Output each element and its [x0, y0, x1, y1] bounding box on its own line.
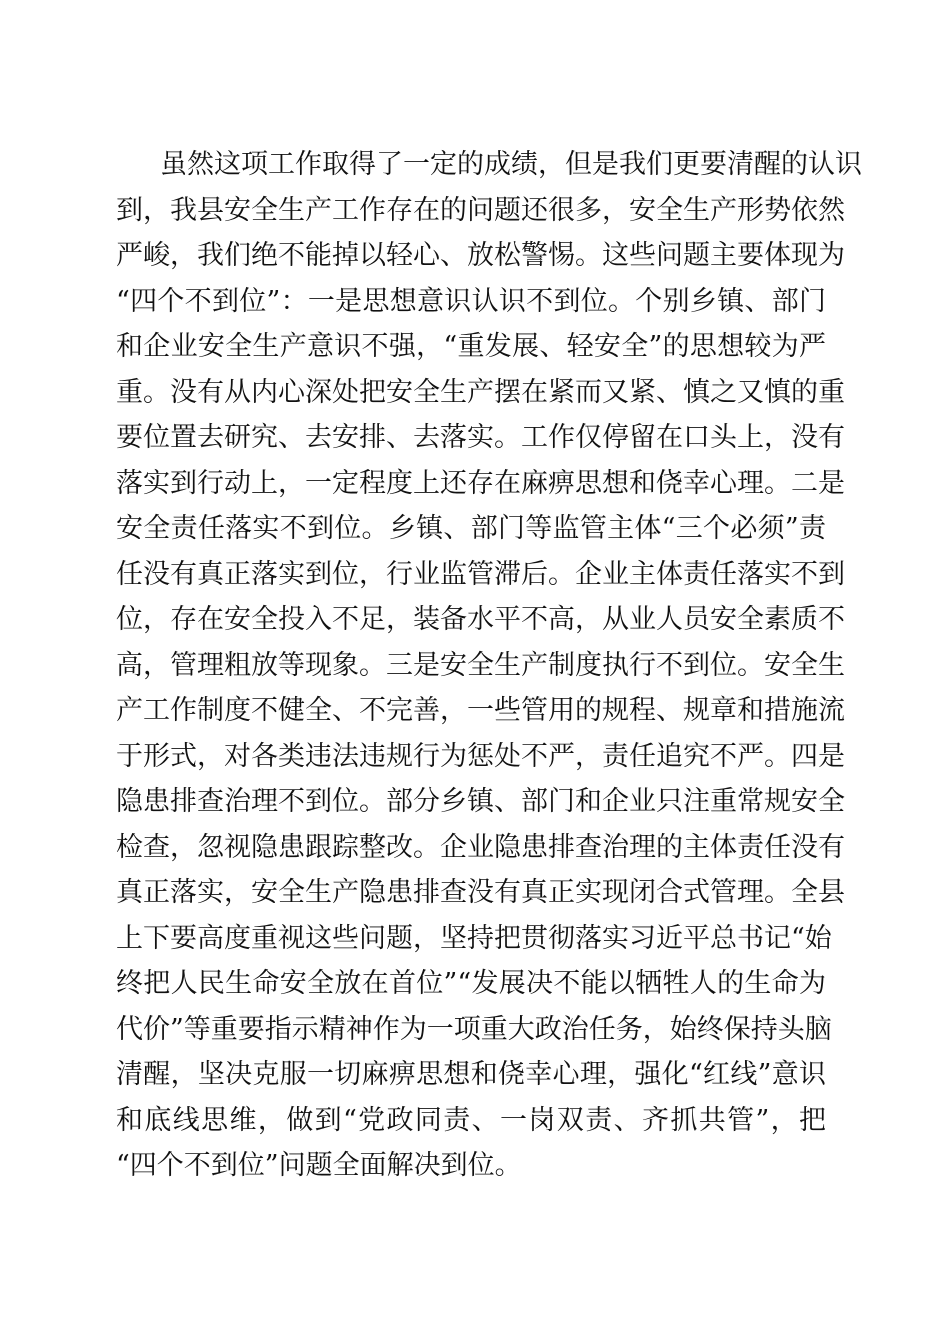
paragraph-line: 隐患排查治理不到位。部分乡镇、部门和企业只注重常规安全 [116, 786, 845, 817]
paragraph-line: 高，管理粗放等现象。三是安全生产制度执行不到位。安全生 [116, 649, 845, 681]
paragraph-line: 任没有真正落实到位，行业监管滞后。企业主体责任落实不到 [116, 558, 845, 590]
paragraph-line: 产工作制度不健全、不完善，一些管用的规程、规章和措施流 [116, 695, 845, 726]
paragraph-line: “四个不到位”问题全面解决到位。 [116, 1150, 522, 1181]
paragraph-line: 要位置去研究、去安排、去落实。工作仅停留在口头上，没有 [116, 422, 845, 453]
paragraph-line: 检查，忽视隐患跟踪整改。企业隐患排查治理的主体责任没有 [116, 831, 845, 863]
paragraph-line: 清醒，坚决克服一切麻痹思想和侥幸心理，强化“红线”意识 [116, 1059, 826, 1090]
paragraph-line: 真正落实，安全生产隐患排查没有真正实现闭合式管理。全县 [116, 877, 845, 908]
paragraph-line: 终把人民生命安全放在首位”“发展决不能以牺牲人的生命为 [116, 968, 826, 999]
paragraph-line: 重。没有从内心深处把安全生产摆在紧而又紧、慎之又慎的重 [116, 376, 845, 408]
paragraph-line: 和底线思维，做到“党政同责、一岗双责、齐抓共管”，把 [116, 1104, 826, 1136]
body-paragraph [116, 142, 862, 1189]
paragraph-line: 和企业安全生产意识不强，“重发展、轻安全”的思想较为严 [116, 331, 826, 362]
paragraph-line: 严峻，我们绝不能掉以轻心、放松警惕。这些问题主要体现为 [116, 240, 845, 271]
paragraph-line: 安全责任落实不到位。乡镇、部门等监管主体“三个必须”责 [116, 513, 826, 544]
paragraph-line: 到，我县安全生产工作存在的问题还很多，安全生产形势依然 [116, 194, 845, 226]
paragraph-line: 代价”等重要指示精神作为一项重大政治任务，始终保持头脑 [116, 1013, 832, 1045]
paragraph-line: 位，存在安全投入不足，装备水平不高，从业人员安全素质不 [116, 604, 845, 635]
paragraph-line: 虽然这项工作取得了一定的成绩，但是我们更要清醒的认识 [160, 149, 862, 180]
paragraph-line: “四个不到位”：一是思想意识认识不到位。个别乡镇、部门 [116, 285, 826, 317]
paragraph-line: 于形式，对各类违法违规行为惩处不严，责任追究不严。四是 [116, 740, 845, 772]
paragraph-line: 落实到行动上，一定程度上还存在麻痹思想和侥幸心理。二是 [116, 467, 845, 499]
paragraph-line: 上下要高度重视这些问题，坚持把贯彻落实习近平总书记“始 [116, 922, 832, 954]
